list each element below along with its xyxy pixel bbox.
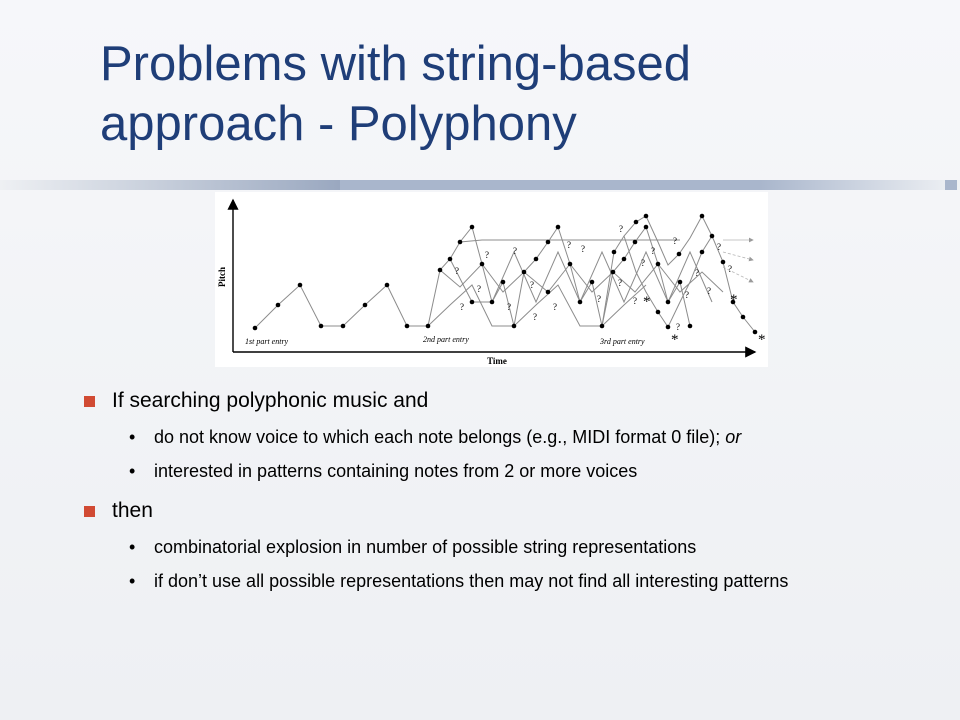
- svg-text:?: ?: [567, 240, 571, 250]
- svg-text:?: ?: [485, 250, 489, 260]
- corner-accent: [945, 180, 957, 190]
- bullet-level2-item: [84, 460, 934, 482]
- svg-text:?: ?: [533, 312, 537, 322]
- bullet-text: interested in patterns containing notes from 2 or more voices: [154, 461, 638, 481]
- svg-text:?: ?: [553, 302, 557, 312]
- bullet-level2-item: [84, 426, 934, 448]
- title-line-1: Problems with string-based: [100, 37, 691, 91]
- svg-text:?: ?: [477, 284, 481, 294]
- bullet-text: combinatorial explosion in number of possible string representations: [154, 537, 697, 557]
- bullet-text: do not know voice to which each note belongs (e.g., MIDI format 0 file);: [154, 427, 721, 447]
- entry-label-1: 1st part entry: [245, 337, 289, 346]
- dot-bullet-icon: •: [129, 571, 136, 591]
- bullet-level1-item: [84, 388, 934, 414]
- svg-text:*: *: [758, 332, 766, 348]
- bullet-level2-item: [84, 570, 934, 592]
- y-axis-label: Pitch: [217, 267, 227, 287]
- pitch-time-diagram: [215, 192, 768, 367]
- bullet-text: If searching polyphonic music and: [112, 389, 429, 412]
- svg-text:?: ?: [619, 224, 623, 234]
- svg-text:?: ?: [673, 236, 677, 246]
- svg-text:?: ?: [651, 246, 655, 256]
- svg-text:?: ?: [597, 294, 601, 304]
- svg-text:*: *: [671, 332, 679, 348]
- svg-text:?: ?: [581, 244, 585, 254]
- entry-label-3: 3rd part entry: [600, 337, 645, 346]
- square-bullet-icon: [84, 506, 95, 517]
- entry-label-2: 2nd part entry: [423, 335, 469, 344]
- dot-bullet-icon: •: [129, 461, 136, 481]
- svg-text:?: ?: [633, 296, 637, 306]
- svg-text:*: *: [643, 294, 651, 310]
- bullet-text: if don’t use all possible representations then may not find all interesting patterns: [154, 571, 789, 591]
- svg-text:?: ?: [728, 264, 732, 274]
- svg-text:?: ?: [695, 268, 699, 278]
- bullet-level2-item: [84, 536, 934, 558]
- asterisk-marks: [643, 292, 766, 348]
- bullet-text: then: [112, 499, 153, 522]
- svg-text:?: ?: [618, 278, 622, 288]
- svg-text:?: ?: [530, 280, 534, 290]
- svg-text:?: ?: [717, 242, 721, 252]
- voice-paths: [255, 216, 755, 332]
- svg-text:?: ?: [507, 302, 511, 312]
- svg-text:?: ?: [513, 246, 517, 256]
- bullet-level1-item: [84, 498, 934, 524]
- polyphony-figure: [215, 192, 768, 367]
- svg-text:?: ?: [641, 258, 645, 268]
- x-axis-label: Time: [487, 356, 507, 366]
- bullet-text-italic: or: [720, 427, 742, 447]
- title-line-2: approach - Polyphony: [100, 97, 577, 151]
- svg-text:?: ?: [707, 286, 711, 296]
- dot-bullet-icon: •: [129, 427, 136, 447]
- svg-text:*: *: [730, 292, 738, 308]
- dot-bullet-icon: •: [129, 537, 136, 557]
- svg-text:?: ?: [676, 322, 680, 332]
- svg-text:?: ?: [460, 302, 464, 312]
- square-bullet-icon: [84, 396, 95, 407]
- svg-text:?: ?: [455, 266, 459, 276]
- bullet-list: [84, 388, 934, 604]
- note-markers: [253, 214, 758, 335]
- slide-title: [100, 34, 920, 154]
- title-underline-bar: [0, 180, 960, 190]
- svg-text:?: ?: [685, 290, 689, 300]
